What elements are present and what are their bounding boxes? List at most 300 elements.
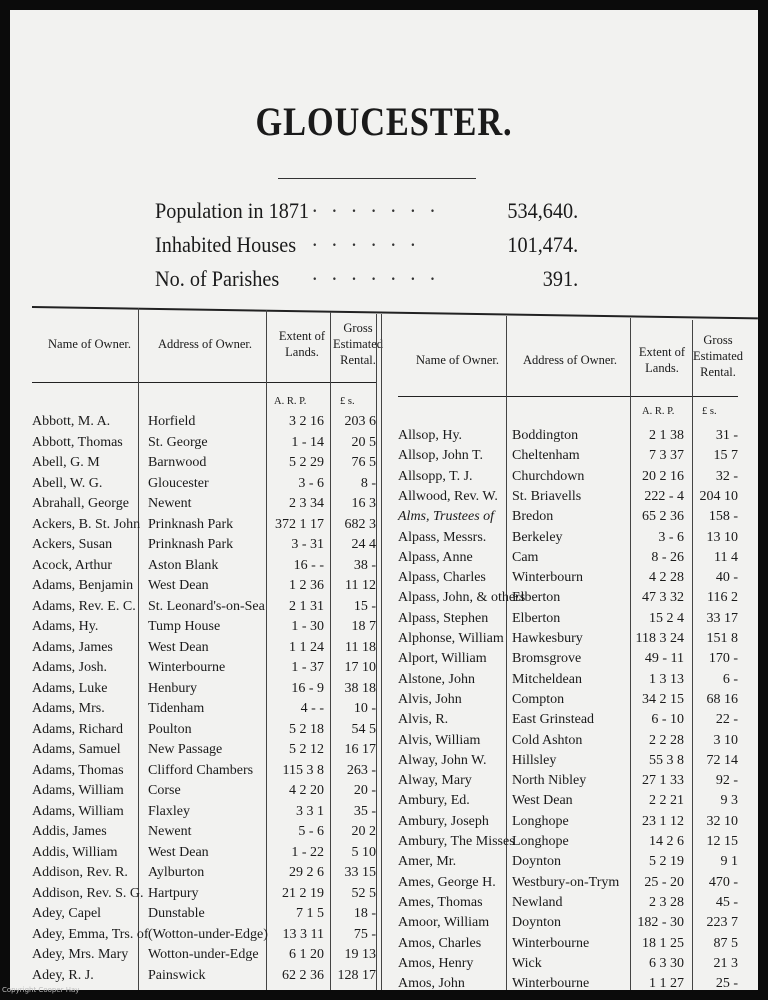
owner-name: Allwood, Rev. W. (398, 488, 498, 504)
owner-name: Alms, Trustees of (398, 509, 495, 525)
land-extent: 4 2 28 (649, 570, 684, 586)
gross-rental: 9 1 (720, 854, 738, 870)
land-extent: 8 - 26 (651, 549, 684, 565)
land-extent: 372 1 17 (275, 516, 324, 532)
header-gross-left: Gross Estimated Rental. (333, 321, 383, 367)
table-row (32, 578, 377, 599)
table-row (32, 455, 377, 476)
owner-name: Ambury, Ed. (398, 793, 470, 809)
owner-address: Winterbourne (148, 660, 226, 675)
table-row (32, 763, 377, 784)
table-row (398, 773, 748, 794)
owner-name: Adams, Hy. (32, 619, 99, 634)
owner-name: Amos, John (398, 976, 465, 990)
land-extent: 5 2 12 (289, 742, 324, 757)
owner-address: St. Leonard's-on-Sea (148, 598, 265, 614)
owner-name: Adams, Luke (32, 680, 108, 696)
owner-address: West Dean (148, 844, 209, 860)
owner-address: Mitcheldean (512, 671, 582, 687)
land-extent: 2 2 28 (649, 732, 684, 748)
stat-label: Inhabited Houses (155, 232, 297, 257)
owner-address: Cheltenham (512, 448, 580, 464)
land-extent: 222 - 4 (644, 488, 684, 504)
owner-name: Abell, W. G. (32, 475, 103, 491)
gross-rental: 682 3 (344, 516, 376, 532)
owner-name: Adams, Rev. E. C. (32, 598, 136, 614)
owner-address: St. George (148, 434, 208, 450)
gross-rental: 12 15 (706, 834, 738, 849)
table-row (32, 476, 377, 497)
land-extent: 14 2 6 (649, 834, 684, 849)
land-extent: 23 1 12 (642, 813, 684, 829)
table-row (398, 854, 748, 875)
header-name-left: Name of Owner. (48, 337, 131, 351)
land-extent: 1 - 14 (291, 434, 324, 450)
land-extent: 49 - 11 (644, 651, 684, 667)
table-row (32, 537, 377, 558)
gross-rental: 223 7 (706, 915, 738, 931)
gross-rental: 16 3 (351, 496, 376, 511)
gross-rental: 263 - (346, 762, 376, 778)
table-row (32, 906, 377, 927)
gross-rental: 158 - (708, 509, 738, 525)
column-rule (381, 314, 382, 990)
owner-name: Alpass, Anne (398, 549, 473, 565)
gross-rental: 40 - (715, 570, 738, 586)
gross-rental: 15 7 (713, 448, 738, 464)
stat-population (155, 198, 578, 232)
owner-name: Ambury, The Misses (398, 834, 515, 849)
owner-name: Adams, William (32, 803, 124, 819)
owner-name: Ames, Thomas (398, 894, 483, 910)
gross-rental: 45 - (715, 894, 738, 910)
land-extent: 4 - - (300, 701, 324, 716)
owner-address: Clifford Chambers (148, 762, 254, 778)
table-row (398, 692, 748, 713)
table-row (32, 742, 377, 763)
table-row (398, 712, 748, 733)
table-row (398, 611, 748, 632)
table-row (398, 915, 748, 936)
owner-address: Gloucester (148, 475, 209, 491)
owner-address: Bromsgrove (512, 651, 582, 667)
owner-address: East Grinstead (512, 712, 595, 728)
table-row (398, 793, 748, 814)
owner-name: Adams, Richard (32, 721, 123, 737)
land-extent: 2 2 21 (649, 793, 684, 809)
land-extent: 15 2 4 (649, 610, 684, 626)
gross-rental: 75 - (353, 926, 376, 942)
land-extent: 115 3 8 (282, 762, 324, 778)
owner-name: Adey, Mrs. Mary (32, 947, 129, 962)
owner-name: Allsop, John T. (398, 448, 484, 464)
owner-address: Doynton (512, 915, 561, 931)
owner-name: Amos, Henry (398, 955, 474, 971)
table-row (398, 570, 748, 591)
owner-address: Henbury (148, 680, 197, 696)
table-row (32, 619, 377, 640)
table-top-rule (32, 306, 758, 319)
gross-rental: 19 13 (344, 947, 376, 962)
land-extent: 1 1 24 (289, 639, 324, 655)
owner-name: Alpass, John, & others (398, 590, 526, 606)
owner-name: Adams, Thomas (32, 762, 124, 778)
table-row (398, 834, 748, 855)
table-row (398, 956, 748, 977)
land-extent: 3 2 16 (289, 414, 324, 429)
owner-address: Dunstable (148, 906, 205, 921)
county-statistics (155, 198, 615, 300)
owner-address: Corse (148, 783, 181, 798)
gross-rental: 116 2 (707, 590, 738, 606)
owner-name: Adams, William (32, 783, 124, 798)
gross-rental: 25 - (715, 976, 738, 990)
owner-name: Alvis, John (398, 691, 462, 707)
owner-name: Alpass, Stephen (398, 610, 489, 626)
owner-address: Wick (512, 955, 542, 971)
gross-rental: 68 16 (706, 691, 738, 707)
header-address-left: Address of Owner. (157, 337, 253, 351)
owner-address: St. Briavells (512, 488, 582, 504)
table-row (398, 936, 748, 957)
owner-address: Poulton (148, 721, 192, 737)
land-extent: 5 - 6 (298, 824, 324, 839)
gross-rental: 22 - (715, 712, 738, 728)
land-extent: 62 2 36 (282, 967, 324, 983)
gross-rental: 38 - (353, 557, 376, 573)
table-row (32, 599, 377, 620)
gross-rental: 72 14 (706, 752, 738, 768)
owner-address: Hartpury (148, 885, 199, 901)
owner-name: Amer, Mr. (398, 854, 457, 870)
gross-rental: 52 5 (351, 885, 376, 901)
gross-rental: 15 - (353, 598, 376, 614)
header-extent-left: Extent of Lands. (278, 329, 326, 359)
gross-rental: 128 17 (337, 967, 376, 983)
gross-rental: 5 10 (351, 844, 376, 860)
land-extent: 2 1 31 (289, 598, 324, 614)
land-extent: 25 - 20 (644, 874, 684, 890)
table-row (32, 927, 377, 948)
owner-address: Cold Ashton (512, 732, 583, 748)
header-extent-right: Extent of Lands. (638, 345, 686, 375)
gross-rental: 20 - (353, 783, 376, 798)
land-extent: 3 - 6 (298, 475, 324, 491)
owner-address: West Dean (512, 793, 573, 809)
table-row (398, 631, 748, 652)
owner-name: Abbott, M. A. (32, 414, 111, 429)
gross-rental: 170 - (708, 651, 738, 667)
owner-name: Addis, James (32, 824, 107, 839)
gross-rental: 92 - (715, 773, 738, 789)
owner-name: Abbott, Thomas (32, 434, 123, 450)
header-rule-right (398, 396, 738, 397)
owner-address: Winterbourne (512, 935, 590, 951)
land-extent: 55 3 8 (649, 752, 684, 768)
owner-name: Adey, Capel (32, 906, 102, 921)
gross-rental: 21 3 (713, 955, 738, 971)
gross-rental: 33 17 (706, 610, 738, 626)
stat-value: 101,474. (507, 232, 579, 257)
owner-name: Alway, John W. (398, 752, 487, 768)
gross-rental: 9 3 (720, 793, 738, 809)
owner-address: Horfield (148, 414, 196, 429)
owner-address: Newent (148, 824, 192, 839)
owner-name: Alvis, William (398, 732, 481, 748)
gross-rental: 151 8 (706, 631, 738, 646)
owner-name: Alway, Mary (398, 773, 472, 789)
table-row (398, 530, 748, 551)
unit-arp-left: A. R. P. (274, 396, 307, 407)
owner-name: Adey, R. J. (32, 967, 94, 983)
table-row (398, 651, 748, 672)
owner-name: Abrahall, George (32, 496, 129, 511)
owner-name: Adams, James (32, 639, 113, 655)
register-page (10, 10, 758, 990)
table-row (398, 469, 748, 490)
land-extent: 34 2 15 (642, 691, 684, 707)
table-row (32, 414, 377, 435)
gross-rental: 87 5 (713, 935, 738, 951)
owner-address: Flaxley (148, 803, 190, 819)
page-title: GLOUCESTER. (255, 99, 513, 144)
owner-address: Hawkesbury (512, 631, 583, 646)
land-extent: 7 3 37 (649, 448, 684, 464)
land-extent: 3 - 6 (658, 529, 684, 545)
gross-rental: 204 10 (699, 488, 738, 504)
table-row (32, 496, 377, 517)
owner-address: Newent (148, 496, 192, 511)
land-extent: 118 3 24 (635, 631, 684, 646)
title-rule (278, 178, 476, 179)
table-row (398, 550, 748, 571)
gross-rental: 20 5 (351, 434, 376, 450)
table-row (32, 517, 377, 538)
gross-rental: 11 12 (345, 578, 376, 593)
stat-label: No. of Parishes (155, 266, 280, 291)
table-row (32, 660, 377, 681)
owner-name: Ackers, Susan (32, 537, 113, 552)
header-rule-left (32, 382, 377, 383)
table-row (398, 448, 748, 469)
land-extent: 5 2 29 (289, 455, 324, 470)
owner-address: West Dean (148, 639, 209, 655)
land-extent: 4 2 20 (289, 783, 324, 798)
owner-name: Addis, William (32, 844, 118, 860)
table-row (398, 733, 748, 754)
table-row (398, 875, 748, 896)
land-extent: 16 - 9 (291, 680, 324, 696)
land-extent: 21 2 19 (282, 885, 324, 901)
gross-rental: 54 5 (351, 721, 376, 737)
land-extent: 5 2 19 (649, 854, 684, 870)
owner-name: Abell, G. M (32, 455, 100, 470)
gross-rental: 20 2 (351, 824, 376, 839)
table-row (32, 722, 377, 743)
gross-rental: 6 - (722, 671, 738, 687)
gross-rental: 8 - (360, 475, 376, 491)
land-extent: 29 2 6 (289, 865, 324, 880)
gross-rental: 24 4 (351, 537, 376, 552)
owner-address: Aston Blank (148, 557, 219, 573)
gross-rental: 13 10 (706, 529, 738, 545)
gross-rental: 3 10 (713, 732, 738, 748)
owner-name: Allsopp, T. J. (398, 468, 473, 484)
owner-address: Tump House (148, 619, 221, 634)
land-extent: 18 1 25 (642, 935, 684, 951)
leader-dots: ······· (311, 266, 449, 291)
table-row (398, 672, 748, 693)
gross-rental: 35 - (353, 803, 376, 819)
header-address-right: Address of Owner. (522, 353, 618, 367)
stat-label: Population in 1871 (155, 198, 310, 223)
owner-name: Acock, Arthur (32, 557, 113, 573)
owner-address: Elberton (512, 610, 561, 626)
land-extent: 1 - 22 (291, 844, 324, 860)
leader-dots: ······· (311, 198, 449, 223)
table-row (398, 489, 748, 510)
owner-address: Winterbourn (512, 570, 583, 586)
table-row (32, 681, 377, 702)
gross-rental: 203 6 (344, 414, 376, 429)
owner-address: Bredon (512, 509, 554, 525)
table-row (32, 845, 377, 866)
owner-name: Adams, Mrs. (32, 701, 105, 716)
table-row (32, 558, 377, 579)
land-extent: 6 3 30 (649, 955, 684, 971)
owner-name: Adams, Josh. (32, 660, 108, 675)
owner-name: Amos, Charles (398, 935, 482, 951)
stat-parishes (155, 266, 578, 300)
table-row (32, 804, 377, 825)
land-extent: 65 2 36 (642, 509, 684, 525)
owner-address: Aylburton (148, 865, 205, 880)
owner-name: Alport, William (398, 651, 487, 667)
gross-rental: 76 5 (351, 455, 376, 470)
stat-inhabited-houses (155, 232, 578, 266)
owner-address: (Wotton-under-Edge) (148, 926, 268, 942)
table-row (398, 509, 748, 530)
table-row (398, 814, 748, 835)
table-row (32, 947, 377, 968)
land-extent: 1 - 30 (291, 619, 324, 634)
owner-address: Tidenham (148, 701, 205, 716)
table-row (32, 886, 377, 907)
leader-dots: ······ (311, 232, 430, 257)
header-gross-right: Gross Estimated Rental. (693, 333, 743, 379)
land-extent: 1 2 36 (289, 578, 324, 593)
owner-name: Adey, Emma, Trs. of (32, 926, 149, 942)
gross-rental: 17 10 (344, 660, 376, 675)
table-row (32, 640, 377, 661)
copyright-mark: Copyright Cooper Hay (2, 986, 80, 994)
table-row (32, 865, 377, 886)
owner-name: Ames, George H. (398, 874, 496, 890)
gross-rental: 33 15 (344, 865, 376, 880)
land-extent: 1 - 37 (291, 660, 324, 675)
table-row (32, 824, 377, 845)
land-extent: 6 - 10 (651, 712, 684, 728)
owner-name: Addison, Rev. S. G. (32, 885, 144, 901)
gross-rental: 10 - (353, 701, 376, 716)
owner-address: West Dean (148, 578, 209, 593)
table-row (398, 753, 748, 774)
land-extent: 3 3 1 (296, 803, 324, 819)
gross-rental: 11 4 (714, 549, 738, 565)
land-extent: 2 1 38 (649, 428, 684, 443)
owner-name: Alpass, Messrs. (398, 529, 487, 545)
owner-name: Alphonse, William (398, 631, 504, 646)
owner-name: Adams, Samuel (32, 742, 121, 757)
owner-address: Winterbourne (512, 976, 590, 990)
land-extent: 7 1 5 (296, 906, 324, 921)
table-row (398, 590, 748, 611)
gross-rental: 18 - (353, 906, 376, 921)
gross-rental: 470 - (708, 874, 738, 890)
land-extent: 16 - - (293, 557, 324, 573)
owner-address: Newland (512, 894, 563, 910)
land-extent: 182 - 30 (637, 915, 684, 931)
land-extent: 47 3 32 (642, 590, 684, 606)
owner-address: Hillsley (512, 752, 557, 768)
land-extent: 27 1 33 (642, 773, 684, 789)
owner-name: Amoor, William (398, 915, 490, 931)
owner-name: Alpass, Charles (398, 570, 486, 586)
unit-ls-left: £ s. (340, 396, 355, 407)
owner-address: Barnwood (148, 455, 207, 470)
gross-rental: 38 18 (344, 680, 376, 696)
unit-ls-right: £ s. (702, 406, 717, 417)
owner-address: Cam (512, 549, 539, 565)
gross-rental: 11 18 (345, 639, 376, 655)
owner-address: Prinknash Park (148, 537, 234, 552)
gross-rental: 31 - (715, 428, 738, 443)
owner-address: Painswick (148, 967, 206, 983)
table-row (32, 783, 377, 804)
stat-value: 534,640. (507, 198, 579, 223)
unit-arp-right: A. R. P. (642, 406, 675, 417)
table-row (398, 976, 748, 990)
owner-address: Doynton (512, 854, 561, 870)
gross-rental: 32 - (715, 468, 738, 484)
owner-address: Longhope (512, 834, 569, 849)
table-row (398, 428, 748, 449)
owner-address: Longhope (512, 813, 569, 829)
stat-value: 391. (542, 266, 579, 291)
table-row (32, 435, 377, 456)
table-row (32, 701, 377, 722)
owner-address: Wotton-under-Edge (148, 947, 259, 962)
table-row (398, 895, 748, 916)
owner-name: Addison, Rev. R. (32, 865, 128, 880)
land-extent: 2 3 28 (649, 894, 684, 910)
owner-name: Adams, Benjamin (32, 578, 134, 593)
land-extent: 5 2 18 (289, 721, 324, 737)
owner-address: Westbury-on-Trym (512, 874, 620, 890)
owner-address: Prinknash Park (148, 516, 234, 532)
owner-name: Alstone, John (398, 671, 475, 687)
owner-address: Compton (512, 691, 565, 707)
gross-rental: 16 17 (344, 742, 376, 757)
owner-address: New Passage (148, 742, 223, 757)
owner-address: North Nibley (512, 773, 587, 789)
owner-address: Boddington (512, 428, 579, 443)
owner-address: Churchdown (512, 468, 585, 484)
header-name-right: Name of Owner. (416, 353, 499, 367)
owner-address: Berkeley (512, 529, 563, 545)
land-extent: 1 3 13 (649, 671, 684, 687)
table-row (32, 968, 377, 989)
